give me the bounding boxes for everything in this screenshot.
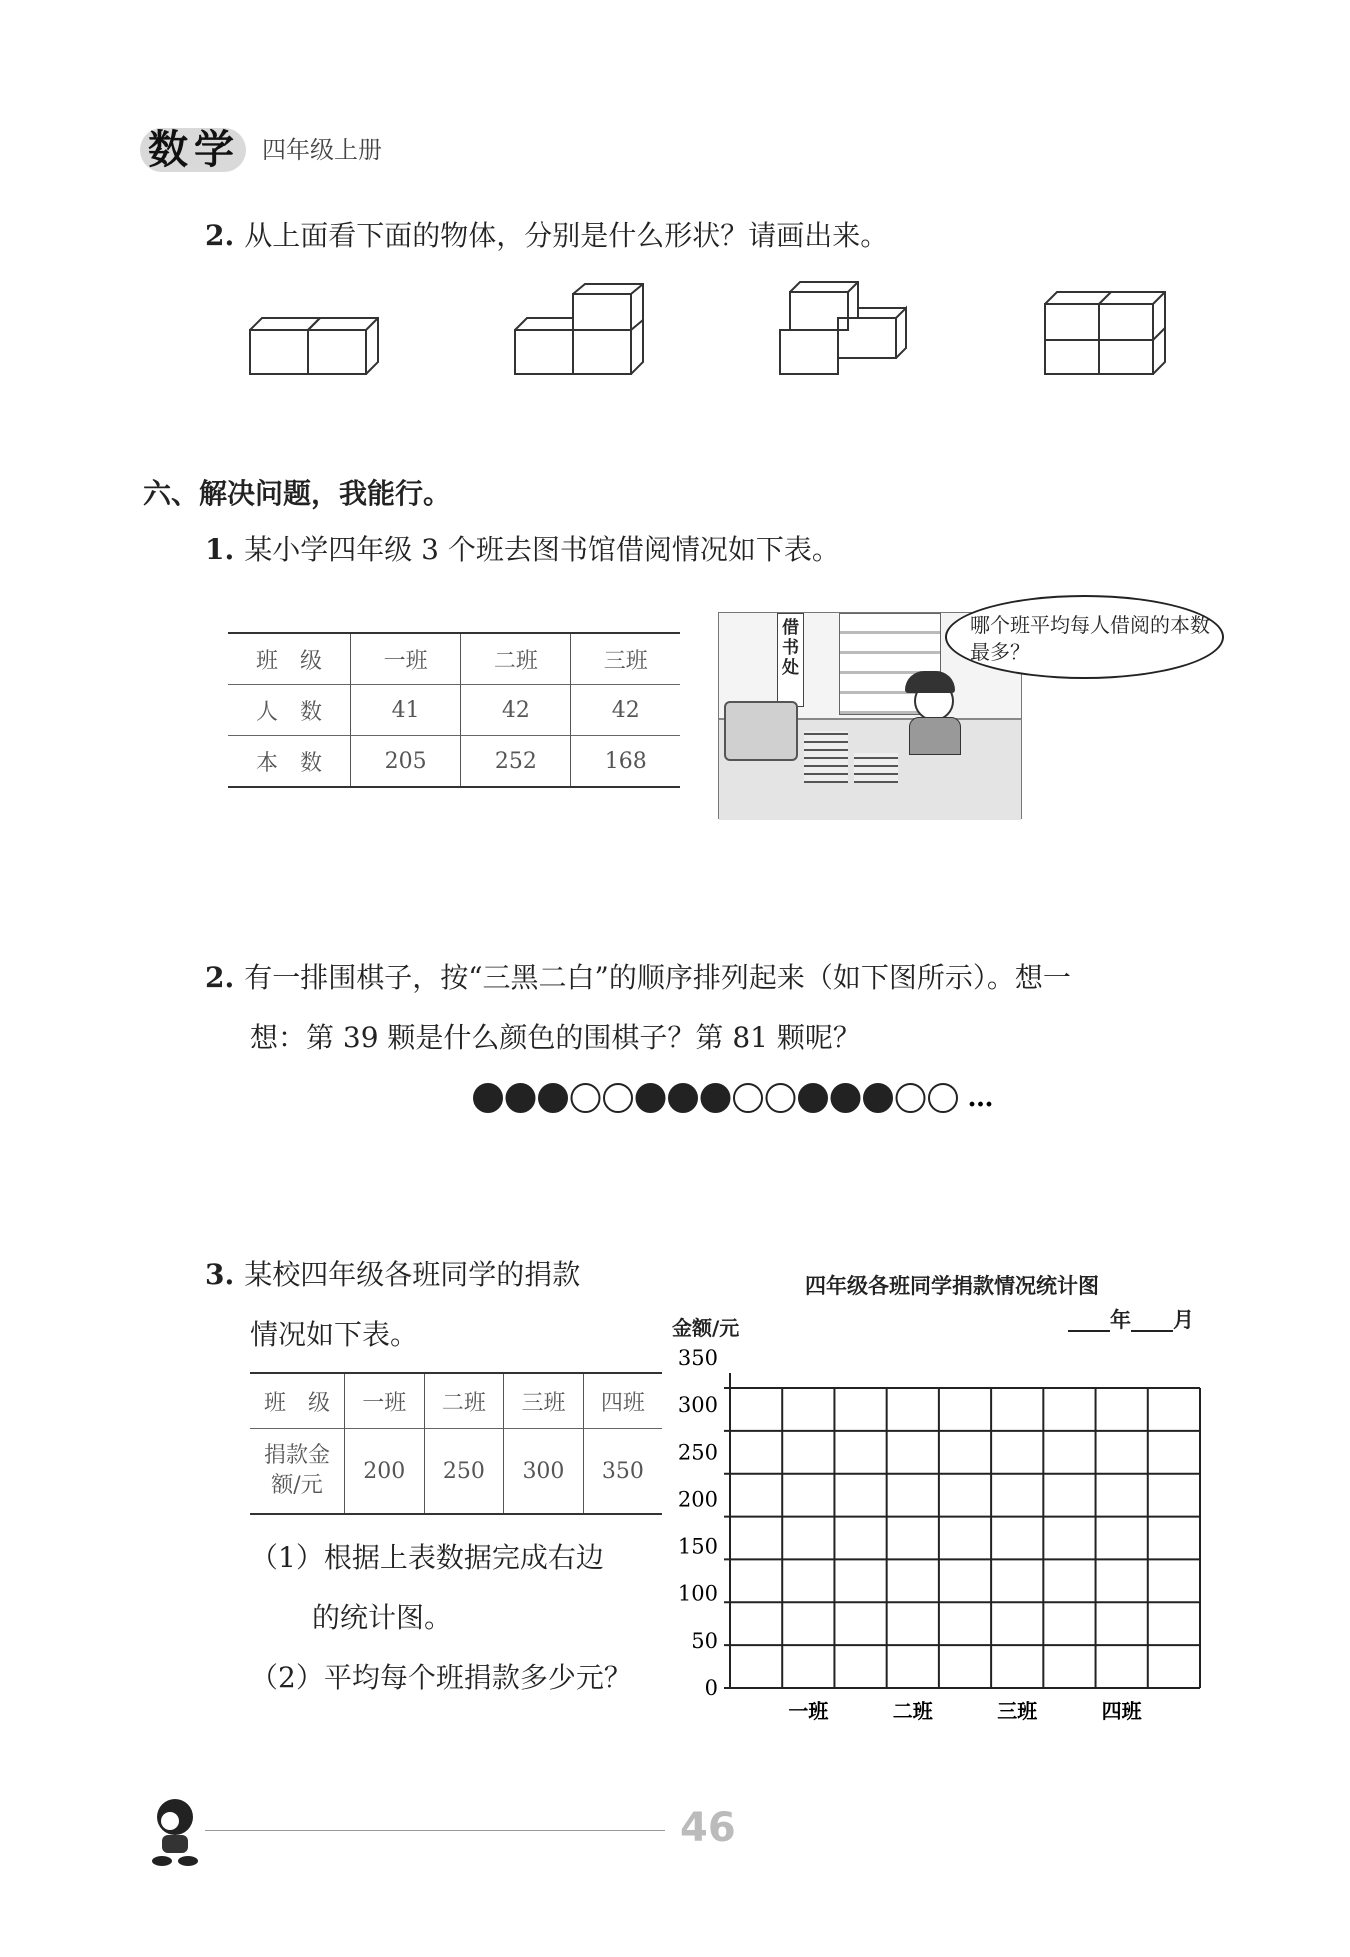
table-row bbox=[228, 685, 680, 736]
white-stone bbox=[572, 1084, 600, 1112]
librarian-hair bbox=[905, 671, 955, 693]
y-tick-label: 250 bbox=[677, 1440, 718, 1465]
table-cell: 人 数 bbox=[255, 699, 322, 725]
table-cell: 200 bbox=[345, 1429, 425, 1515]
library-sign: 借书处 bbox=[777, 613, 804, 707]
table-row bbox=[228, 736, 680, 788]
table-row bbox=[250, 1429, 662, 1515]
table-cell: 三班 bbox=[571, 633, 680, 685]
chart-y-label: 金额/元 bbox=[672, 1316, 740, 1340]
q1-text: 1. 某小学四年级 3 个班去图书馆借阅情况如下表。 bbox=[205, 533, 840, 566]
q1-table bbox=[228, 632, 680, 788]
y-tick-label: 100 bbox=[677, 1581, 718, 1606]
table-cell: 250 bbox=[424, 1429, 504, 1515]
view-question bbox=[205, 216, 888, 256]
chart-date-blank: ____年____月 bbox=[1068, 1307, 1194, 1332]
computer-icon bbox=[724, 701, 798, 761]
footer-rule bbox=[205, 1830, 665, 1831]
black-stone bbox=[507, 1084, 535, 1112]
x-tick-label: 二班 bbox=[892, 1699, 933, 1723]
page-number: 46 bbox=[680, 1805, 736, 1851]
table-cell: 一班 bbox=[345, 1373, 425, 1429]
black-stone bbox=[832, 1084, 860, 1112]
subject-title: 数学 bbox=[148, 127, 240, 173]
chart-title: 四年级各班同学捐款情况统计图 bbox=[805, 1274, 1099, 1298]
x-tick-label: 三班 bbox=[997, 1699, 1038, 1723]
question-text: 从上面看下面的物体，分别是什么形状？请画出来。 bbox=[244, 219, 889, 252]
q3-sub2: （2）平均每个班捐款多少元？ bbox=[250, 1661, 632, 1694]
librarian-body bbox=[909, 717, 961, 755]
black-stone bbox=[864, 1084, 892, 1112]
black-stone bbox=[669, 1084, 697, 1112]
cube-figures bbox=[240, 280, 1200, 380]
table-cell: 二班 bbox=[461, 633, 571, 685]
table-cell: 168 bbox=[571, 736, 680, 788]
table-cell: 300 bbox=[504, 1429, 584, 1515]
q3-sub1a: （1）根据上表数据完成右边 bbox=[250, 1541, 604, 1574]
table-cell: 205 bbox=[351, 736, 461, 788]
donation-chart bbox=[670, 1340, 1230, 1723]
speech-text: 哪个班平均每人借阅的本数最多？ bbox=[970, 613, 1210, 664]
table-cell: 班 级 bbox=[255, 648, 322, 674]
black-stone bbox=[799, 1084, 827, 1112]
table-cell: 42 bbox=[461, 685, 571, 736]
q3-line2: 情况如下表。 bbox=[250, 1318, 419, 1351]
table-header-row bbox=[250, 1373, 662, 1429]
y-tick-label: 50 bbox=[691, 1628, 718, 1653]
ellipsis: … bbox=[967, 1083, 994, 1113]
table-cell: 四班 bbox=[583, 1373, 662, 1429]
table-cell: 252 bbox=[461, 736, 571, 788]
y-tick-label: 200 bbox=[677, 1487, 718, 1512]
white-stone bbox=[897, 1084, 925, 1112]
figure-2 bbox=[515, 284, 643, 374]
figure-1 bbox=[250, 318, 378, 374]
black-stone bbox=[702, 1084, 730, 1112]
question-number: 2. bbox=[205, 219, 235, 252]
mascot-icon bbox=[140, 1795, 210, 1870]
q3-sub1b: 的统计图。 bbox=[312, 1601, 453, 1634]
go-stones bbox=[470, 1080, 1010, 1116]
q2-line2: 想：第 39 颗是什么颜色的围棋子？第 81 颗呢？ bbox=[250, 1021, 861, 1054]
y-tick-label: 350 bbox=[677, 1346, 718, 1370]
white-stone bbox=[734, 1084, 762, 1112]
table-cell: 本 数 bbox=[255, 750, 322, 776]
section-title: 六、解决问题，我能行。 bbox=[143, 477, 452, 510]
q3-table bbox=[250, 1372, 662, 1515]
table-cell: 三班 bbox=[504, 1373, 584, 1429]
q2-line1: 2. 有一排围棋子，按“三黑二白”的顺序排列起来（如下图所示）。想一 bbox=[205, 961, 1071, 994]
white-stone bbox=[604, 1084, 632, 1112]
y-tick-label: 0 bbox=[704, 1676, 718, 1700]
x-tick-label: 四班 bbox=[1101, 1699, 1142, 1723]
book-stack bbox=[854, 753, 898, 783]
grade-label: 四年级上册 bbox=[262, 136, 382, 164]
book-stack bbox=[804, 731, 848, 783]
black-stone bbox=[474, 1084, 502, 1112]
table-header-row bbox=[228, 633, 680, 685]
black-stone bbox=[637, 1084, 665, 1112]
table-cell: 一班 bbox=[351, 633, 461, 685]
x-tick-label: 一班 bbox=[788, 1699, 829, 1723]
figure-3 bbox=[780, 282, 906, 374]
table-cell: 41 bbox=[351, 685, 461, 736]
figure-4 bbox=[1045, 292, 1165, 374]
table-cell: 42 bbox=[571, 685, 680, 736]
black-stone bbox=[539, 1084, 567, 1112]
white-stone bbox=[767, 1084, 795, 1112]
q3-line1: 3. 某校四年级各班同学的捐款 bbox=[205, 1258, 581, 1291]
table-cell: 二班 bbox=[424, 1373, 504, 1429]
table-cell: 班 级 bbox=[263, 1390, 330, 1416]
y-tick-label: 300 bbox=[677, 1393, 718, 1418]
white-stone bbox=[929, 1084, 957, 1112]
y-tick-label: 150 bbox=[677, 1534, 718, 1559]
table-cell: 捐款金 额/元 bbox=[263, 1443, 330, 1498]
table-cell: 350 bbox=[583, 1429, 662, 1515]
